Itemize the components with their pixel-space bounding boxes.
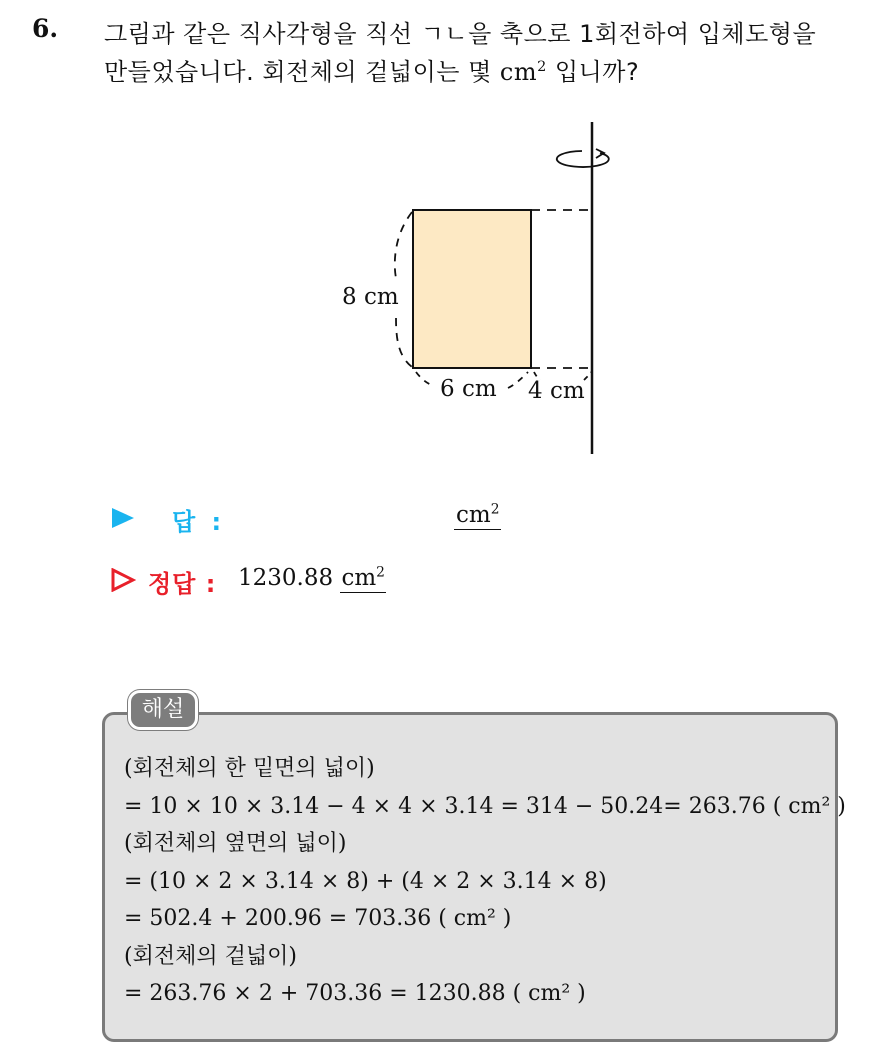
- figure-svg: [330, 118, 640, 460]
- width-label: 6 cm: [440, 376, 497, 402]
- rectangle-shape: [413, 210, 531, 368]
- answer-label: 답 :: [172, 508, 226, 536]
- solution-line: = (10 × 2 × 3.14 × 8) + (4 × 2 × 3.14 × 8): [124, 868, 607, 894]
- question-text-line2: [104, 52, 639, 87]
- question-text-suffix: 입니까?: [546, 58, 640, 86]
- solution-line: = 263.76 × 2 + 703.36 = 1230.88 ( cm² ): [124, 981, 586, 1006]
- solution-line: = 502.4 + 200.96 = 703.36 ( cm² ): [124, 906, 512, 931]
- height-label: 8 cm: [342, 284, 399, 310]
- rotation-figure: [330, 118, 640, 460]
- play-triangle-icon: [110, 506, 136, 530]
- correct-answer-unit: $cm^2$: [341, 564, 385, 591]
- outline-triangle-icon: [110, 568, 136, 592]
- gap-label: 4 cm: [528, 378, 585, 404]
- question-text-prefix: 만들었습니다. 회전체의 겉넓이는 몇: [104, 58, 500, 86]
- solution-line: = 10 × 10 × 3.14 − 4 × 4 × 3.14 = 314 − 50.24= 263.76 ( cm² ): [124, 793, 846, 819]
- correct-answer-value: 1230.88 $cm^2$: [238, 564, 385, 591]
- question-unit: $cm^2$: [499, 58, 547, 86]
- answer-input-blank[interactable]: $cm^2$: [456, 501, 500, 528]
- solution-tag: 해설: [128, 690, 198, 730]
- question-text-line1: 그림과 같은 직사각형을 직선 ㄱㄴ을 축으로 1회전하여 입체도형을: [104, 20, 817, 48]
- solution-line: (회전체의 겉넓이): [124, 943, 297, 969]
- solution-line: (회전체의 옆면의 넓이): [124, 831, 347, 856]
- solution-lines: [124, 754, 846, 1017]
- correct-answer-row: [110, 564, 610, 600]
- answer-row: [110, 502, 610, 538]
- question-number: 6.: [32, 14, 59, 43]
- rotation-arrow-icon: [557, 149, 609, 167]
- correct-answer-label: 정답 :: [148, 570, 217, 598]
- solution-line: (회전체의 한 밑면의 넓이): [124, 756, 375, 781]
